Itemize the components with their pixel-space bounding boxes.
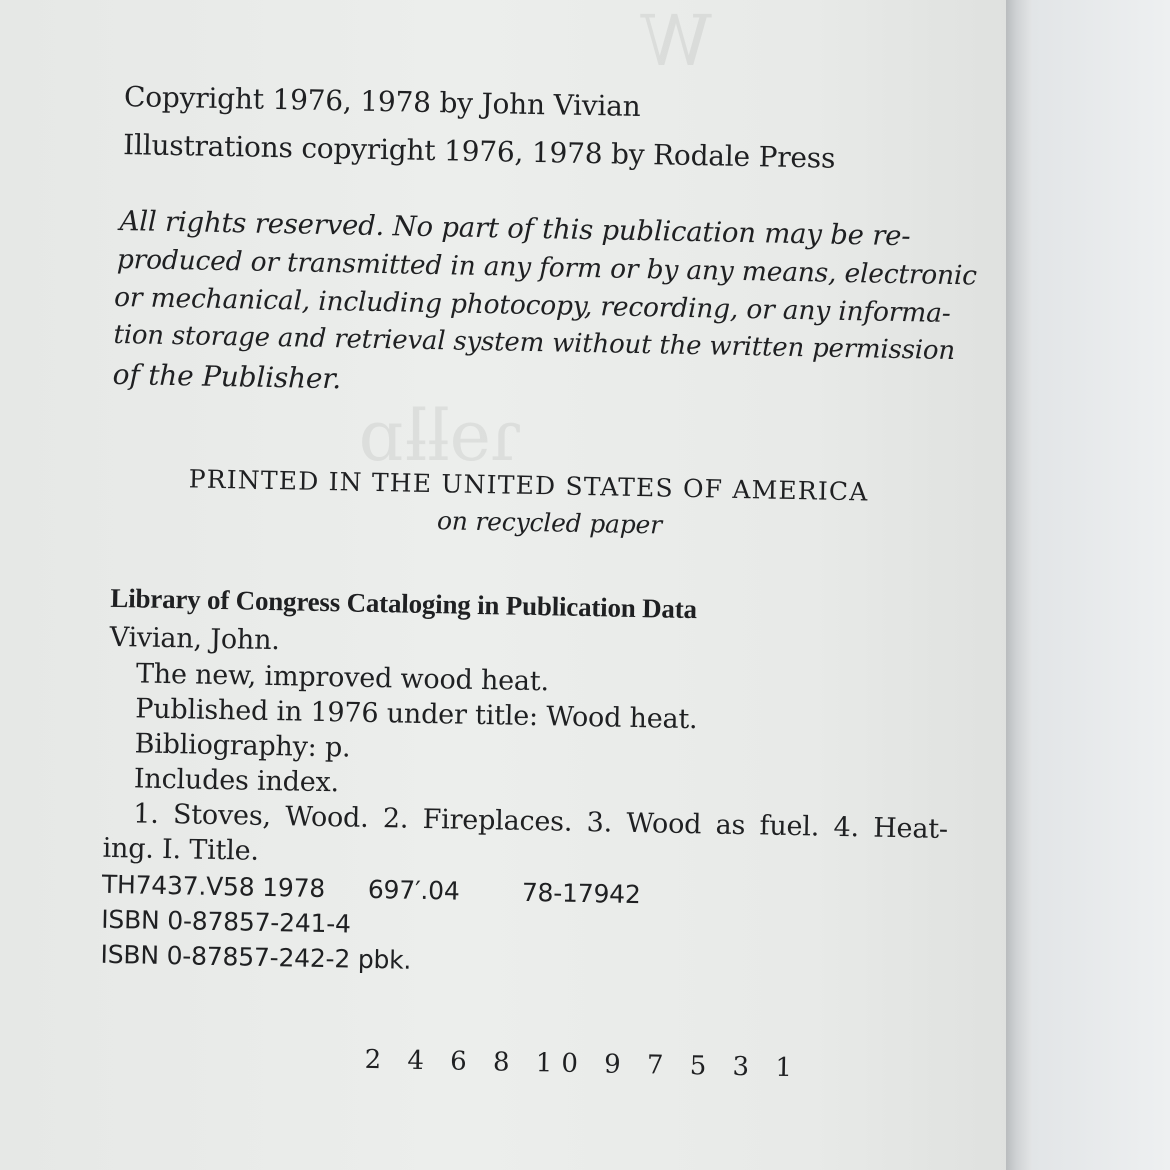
cip-author: Vivian, John. <box>109 621 280 657</box>
bleed-through-text: W <box>640 0 712 82</box>
cip-dewey-class: 697′.04 <box>367 874 460 906</box>
rights-line-5: of the Publisher. <box>112 357 342 396</box>
cip-bibliography: Bibliography: p. <box>134 728 351 764</box>
cip-previous-title: Published in 1976 under title: Wood heat. <box>135 693 698 736</box>
bleed-through-text: ɿɘƚƚɒ <box>360 395 523 477</box>
background-surface <box>1032 0 1170 1170</box>
cip-index: Includes index. <box>133 763 340 799</box>
isbn-paperback: ISBN 0-87857-242-2 pbk. <box>100 939 412 975</box>
cip-heading: Library of Congress Cataloging in Publication Data <box>110 582 698 625</box>
cip-subjects-line-2: ing. I. Title. <box>102 832 260 867</box>
rights-line-3: or mechanical, including photocopy, recording, or any informa- <box>113 281 951 329</box>
cip-title: The new, improved wood heat. <box>135 658 550 698</box>
cip-subjects-line-1: 1. Stoves, Wood. 2. Fireplaces. 3. Wood as fuel. 4. Heat- <box>133 798 949 846</box>
printing-number-line: 2 4 6 8 10 9 7 5 3 1 <box>364 1044 802 1084</box>
illustrations-copyright-line: Illustrations copyright 1976, 1978 by Rodale Press <box>122 128 836 175</box>
cip-lc-class: TH7437.V58 1978 <box>101 869 326 904</box>
printed-in-line: PRINTED IN THE UNITED STATES OF AMERICA <box>188 464 869 507</box>
rights-line-1: All rights reserved. No part of this publication may be re- <box>119 205 911 253</box>
rights-line-2: produced or transmitted in any form or by any means, electronic <box>116 243 978 292</box>
recycled-paper-line: on recycled paper <box>436 506 663 540</box>
page-edge-shadow <box>1006 0 1032 1170</box>
copyright-line: Copyright 1976, 1978 by John Vivian <box>123 80 641 123</box>
isbn-cloth: ISBN 0-87857-241-4 <box>100 904 352 939</box>
rights-line-4: tion storage and retrieval system without the written permission <box>113 319 956 367</box>
cip-lccn: 78-17942 <box>521 877 641 910</box>
